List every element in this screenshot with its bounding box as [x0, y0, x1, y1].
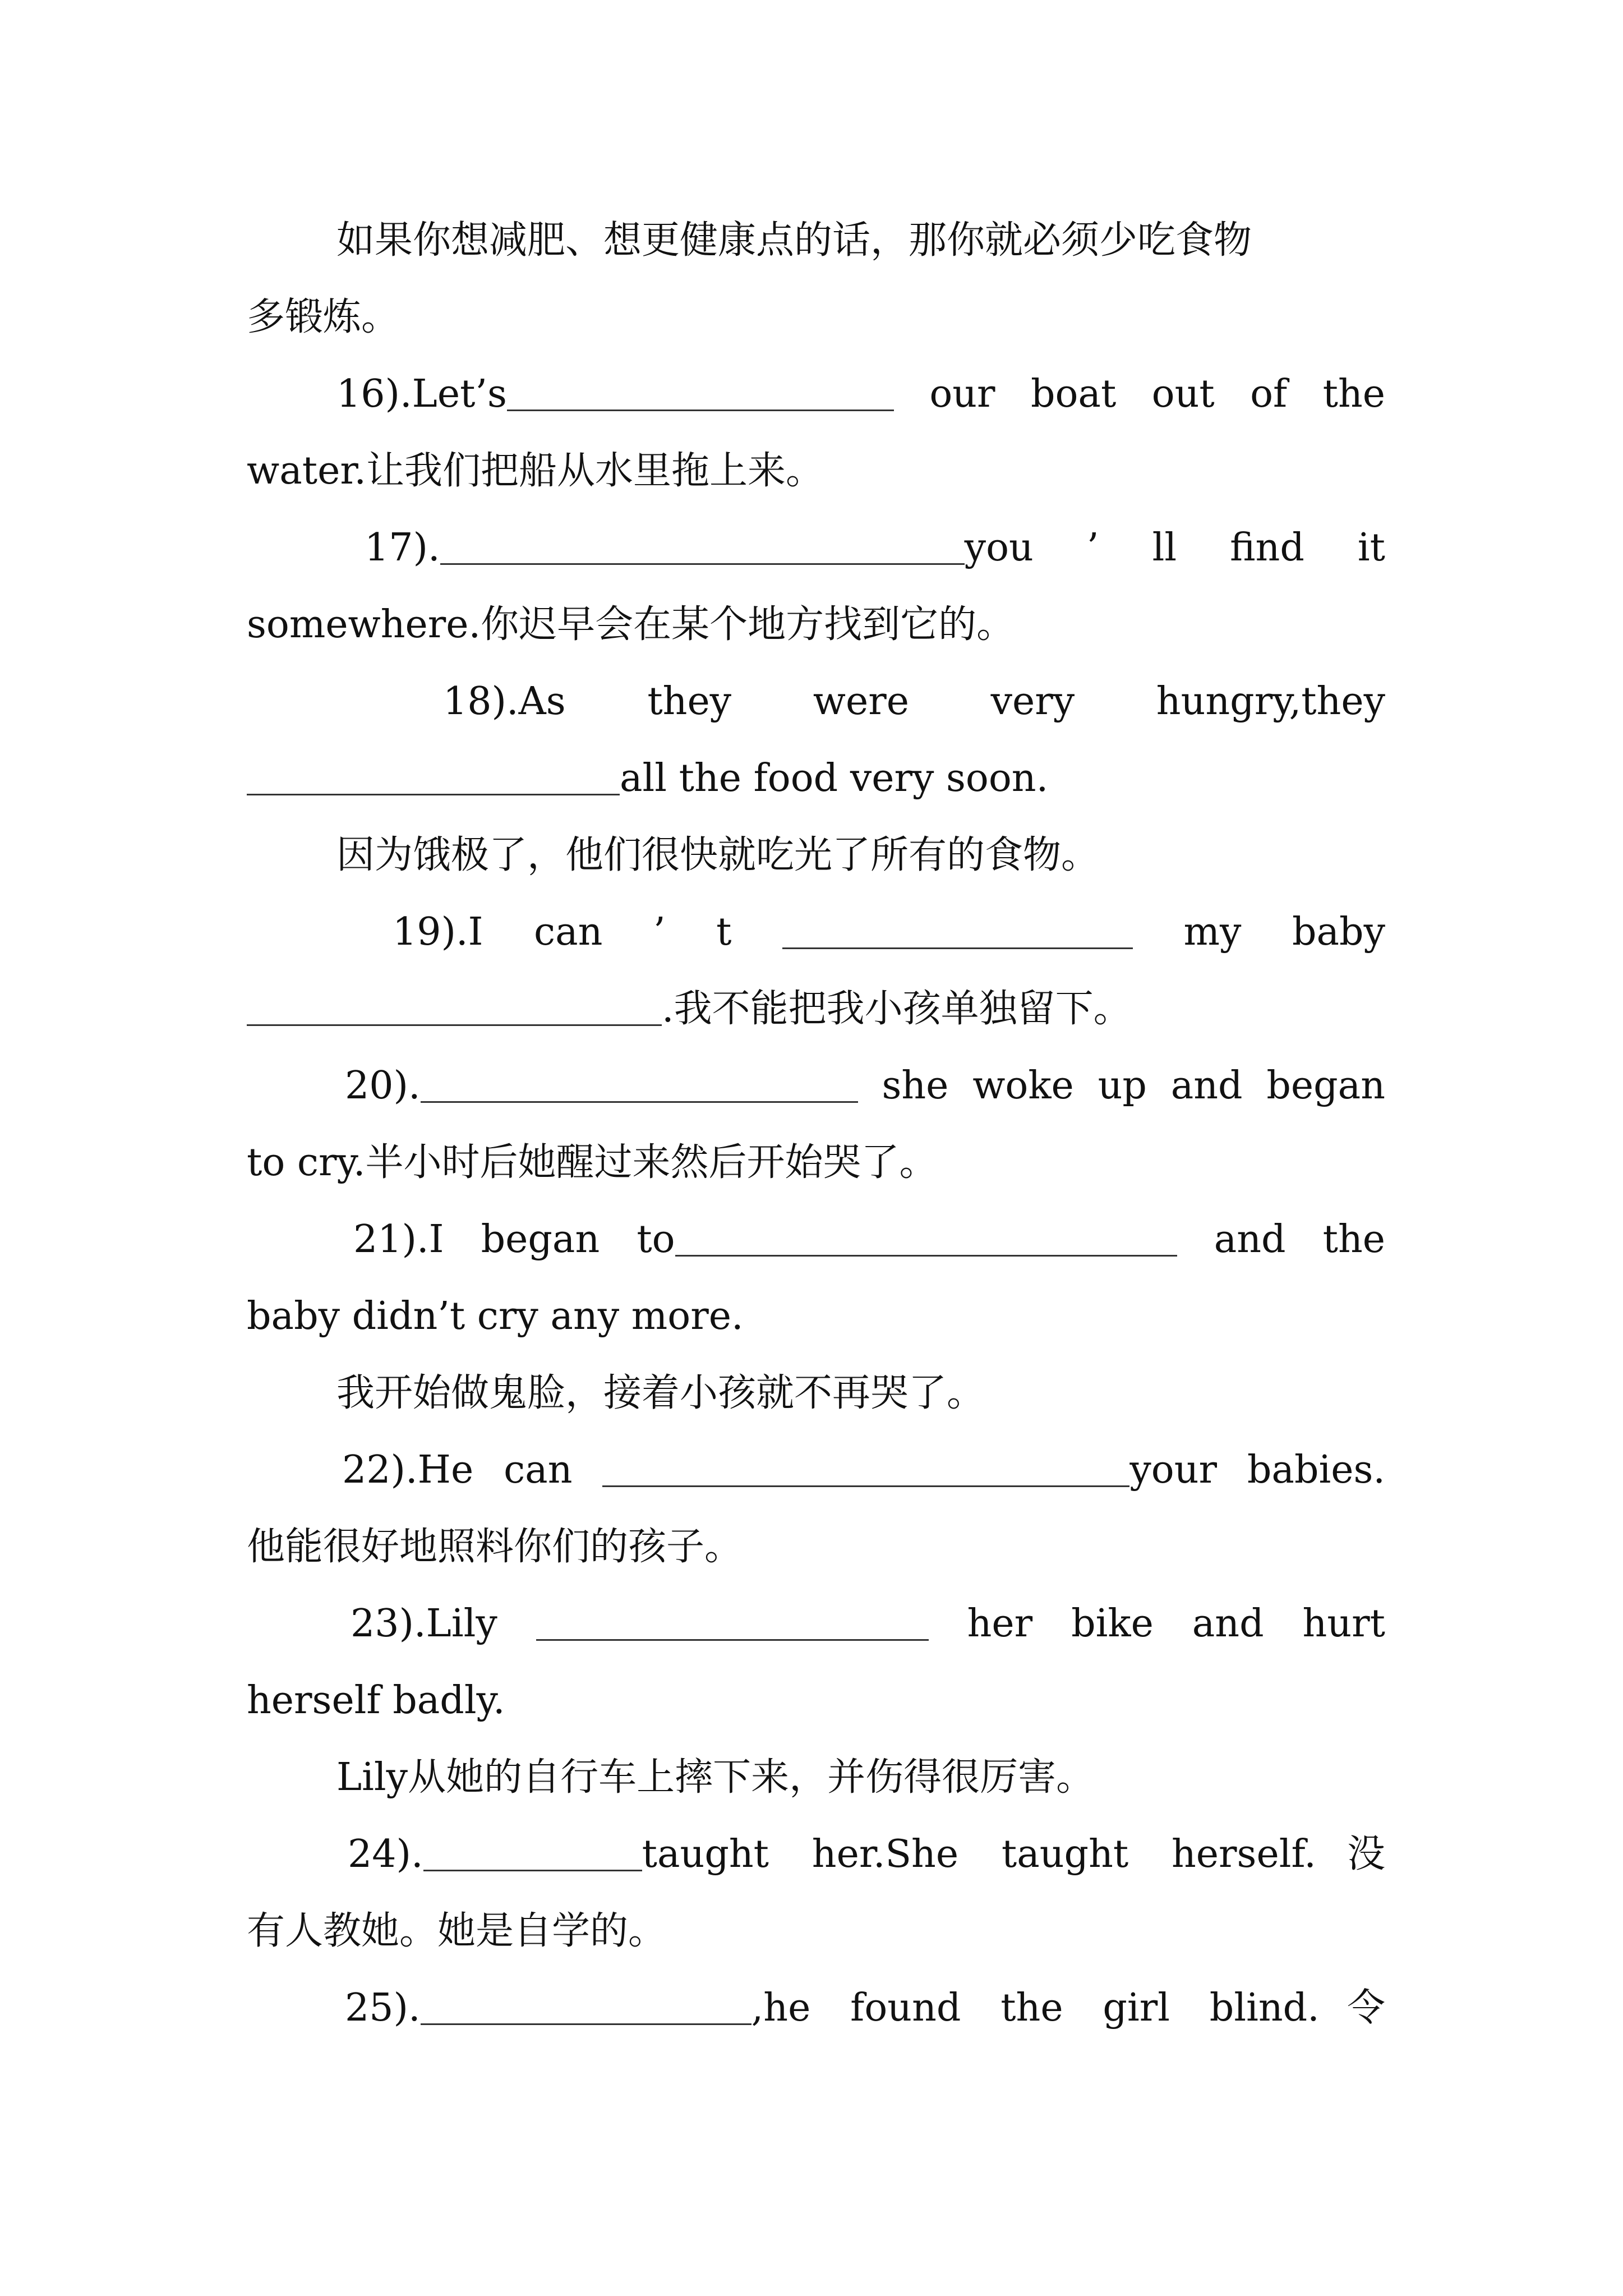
question-24-translation: [247, 1893, 1385, 1970]
text: her bike and hurt: [967, 1602, 1385, 1646]
answer-blank-25[interactable]: [421, 1990, 751, 2025]
text: to cry.半小时后她醒过来然后开始哭了。: [247, 1140, 938, 1185]
question-25: [247, 1970, 1385, 2046]
line-intro: [247, 202, 1385, 279]
text: 22).He can: [342, 1448, 573, 1492]
text: 21).I began to: [353, 1217, 675, 1262]
question-16: [247, 356, 1385, 432]
question-18-cont: [247, 740, 1385, 817]
text: 因为饿极了，他们很快就吃光了所有的食物。: [336, 833, 1100, 877]
text: 17).: [365, 526, 440, 570]
text: Lily从她的自行车上摔下来，并伤得很厉害。: [336, 1755, 1095, 1800]
answer-blank-23[interactable]: [536, 1605, 929, 1641]
question-18: [247, 663, 1385, 740]
text: our boat out of the: [929, 372, 1385, 416]
question-19-cont: [247, 970, 1385, 1047]
question-22-translation: [247, 1508, 1385, 1585]
answer-blank-22[interactable]: [602, 1452, 1129, 1487]
question-23-translation: [247, 1739, 1385, 1816]
question-22: [247, 1432, 1385, 1508]
answer-blank-17[interactable]: [440, 530, 965, 565]
text: baby didn’t cry any more.: [247, 1294, 744, 1338]
text: somewhere.你迟早会在某个地方找到它的。: [247, 602, 1015, 647]
exercise-text: [247, 202, 1385, 2046]
text: 如果你想减肥、想更健康点的话，那你就必须少吃食物: [336, 218, 1252, 263]
answer-blank-19b[interactable]: [247, 991, 662, 1026]
text: herself badly.: [247, 1678, 505, 1723]
answer-blank-18[interactable]: [247, 760, 620, 795]
text: 20).: [345, 1064, 421, 1108]
question-23: [247, 1585, 1385, 1662]
text: she woke up and began: [882, 1064, 1385, 1108]
text: 25).: [345, 1986, 421, 2030]
question-23-cont: [247, 1662, 1385, 1739]
text: you ’ ll find it: [964, 526, 1385, 570]
question-17-translation: [247, 586, 1385, 663]
text: 18).As they were very hungry,they: [443, 679, 1385, 724]
answer-blank-16[interactable]: [507, 376, 894, 411]
text: my baby: [1183, 910, 1385, 954]
text: 他能很好地照料你们的孩子。: [247, 1525, 743, 1569]
answer-blank-19a[interactable]: [782, 914, 1133, 949]
text: 23).Lily: [351, 1602, 497, 1646]
text: 有人教她。她是自学的。: [247, 1909, 667, 1953]
question-19: [247, 894, 1385, 970]
question-24: [247, 1816, 1385, 1893]
text: 24).: [348, 1832, 423, 1876]
question-16-translation: [247, 432, 1385, 509]
answer-blank-20[interactable]: [421, 1068, 858, 1103]
answer-blank-24[interactable]: [423, 1836, 642, 1871]
text: ,he found the girl blind.令: [751, 1986, 1385, 2030]
question-21: [247, 1201, 1385, 1278]
text: .我不能把我小孩单独留下。: [662, 987, 1132, 1031]
text: taught her.She taught herself.没: [642, 1832, 1385, 1876]
question-18-translation: [247, 817, 1385, 894]
answer-blank-21[interactable]: [675, 1221, 1177, 1257]
text: all the food very soon.: [620, 756, 1049, 800]
text: 19).I can ’ t: [393, 910, 732, 954]
text: 我开始做鬼脸，接着小孩就不再哭了。: [336, 1371, 985, 1415]
text: 多锻炼。: [247, 295, 400, 339]
text: and the: [1214, 1217, 1386, 1262]
question-21-translation: [247, 1355, 1385, 1432]
question-20-translation: [247, 1124, 1385, 1201]
line-intro-cont: [247, 279, 1385, 356]
question-21-cont: [247, 1278, 1385, 1355]
question-20: [247, 1047, 1385, 1124]
text: water.让我们把船从水里拖上来。: [247, 449, 824, 493]
question-17: [247, 509, 1385, 586]
text: your babies.: [1129, 1448, 1385, 1492]
text: 16).Let’s: [336, 372, 507, 416]
